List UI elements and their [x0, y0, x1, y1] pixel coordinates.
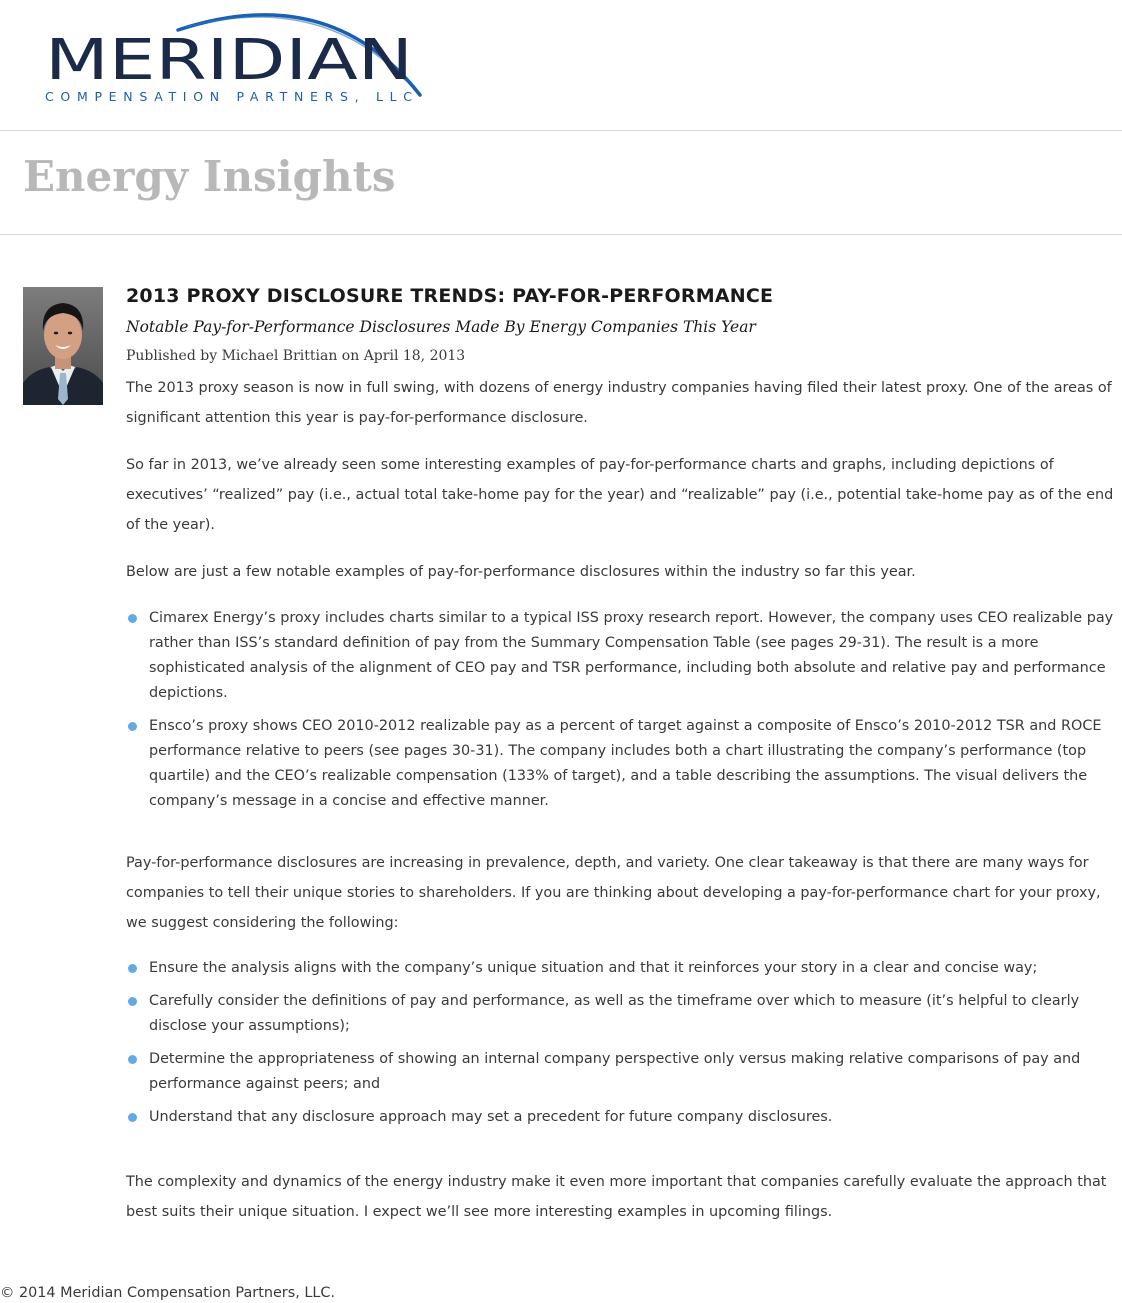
list-item [126, 1047, 1122, 1097]
header-divider [0, 130, 1122, 131]
bullet-icon [128, 964, 137, 973]
list-item [126, 714, 1122, 814]
list-item-text: Understand that any disclosure approach may set a precedent for future company disclosures. [149, 1109, 833, 1125]
list-item [126, 606, 1122, 706]
article-byline: Published by Michael Brittian on April 18, 2013 [126, 348, 466, 364]
article-subtitle: Notable Pay-for-Performance Disclosures Made By Energy Companies This Year [126, 318, 756, 336]
list-item-text: Ensco’s proxy shows CEO 2010-2012 realizable pay as a percent of target against a composite of Ensco’s 2010-2012 TSR and ROCE performance relative to peers (see pages 30-31). The company includes both a chart illustrating the company’s performance (top quartile) and the CEO’s realizable compensation (133% of target), and a table describing the assumptions. The visual delivers the company’s message in a concise and effective manner. [149, 718, 1102, 809]
section-title: Energy Insights [23, 152, 396, 201]
list-item-text: Determine the appropriateness of showing an internal company perspective only versus making relative comparisons of pay and performance against peers; and [149, 1051, 1081, 1092]
considerations-list [126, 956, 1122, 1130]
article-paragraph: Pay-for-performance disclosures are increasing in prevalence, depth, and variety. One clear takeaway is that there are many ways for companies to tell their unique stories to shareholders. If you are thinking about developing a pay-for-performance chart for your proxy, we suggest considering the following: [126, 855, 1101, 931]
list-item [126, 956, 1122, 981]
list-item [126, 989, 1122, 1039]
examples-list [126, 606, 1122, 814]
article-paragraph: Below are just a few notable examples of pay-for-performance disclosures within the industry so far this year. [126, 564, 916, 580]
list-item-text: Cimarex Energy’s proxy includes charts similar to a typical ISS proxy research report. However, the company uses CEO realizable pay rather than ISS’s standard definition of pay from the Summary Compensation Table (see pages 29-31). The result is a more sophisticated analysis of the alignment of CEO pay and TSR performance, including both absolute and relative pay and performance depictions. [149, 610, 1114, 701]
list-item-text: Carefully consider the definitions of pay and performance, as well as the timeframe over which to measure (it’s helpful to clearly disclose your assumptions); [149, 993, 1080, 1034]
bullet-icon [128, 1055, 137, 1064]
section-divider [0, 234, 1122, 235]
bullet-icon [128, 1113, 137, 1122]
article-paragraph: The 2013 proxy season is now in full swing, with dozens of energy industry companies having filed their latest proxy. One of the areas of significant attention this year is pay-for-performance disclosure. [126, 380, 1112, 426]
logo-wordmark: MERIDIAN [45, 28, 413, 93]
footer-copyright: © 2014 Meridian Compensation Partners, LLC. [0, 1285, 336, 1301]
bullet-icon [128, 614, 137, 623]
list-item [126, 1105, 1122, 1130]
article [126, 282, 1122, 1227]
bullet-icon [128, 997, 137, 1006]
author-photo [23, 287, 103, 405]
meridian-logo-graphic [0, 0, 440, 125]
article-title[interactable]: 2013 PROXY DISCLOSURE TRENDS: PAY-FOR-PERFORMANCE [126, 285, 774, 307]
list-item-text: Ensure the analysis aligns with the company’s unique situation and that it reinforces your story in a clear and concise way; [149, 960, 1038, 976]
article-paragraph: So far in 2013, we’ve already seen some interesting examples of pay-for-performance charts and graphs, including depictions of executives’ “realized” pay (i.e., actual total take-home pay for the year) and “realizable” pay (i.e., potential take-home pay as of the end of the year). [126, 457, 1114, 533]
company-logo[interactable] [0, 0, 440, 125]
logo-tagline: COMPENSATION PARTNERS, LLC [45, 89, 413, 104]
article-paragraph: The complexity and dynamics of the energy industry make it even more important that companies carefully evaluate the approach that best suits their unique situation. I expect we’ll see more interesting examples in upcoming filings. [126, 1174, 1107, 1220]
bullet-icon [128, 722, 137, 731]
